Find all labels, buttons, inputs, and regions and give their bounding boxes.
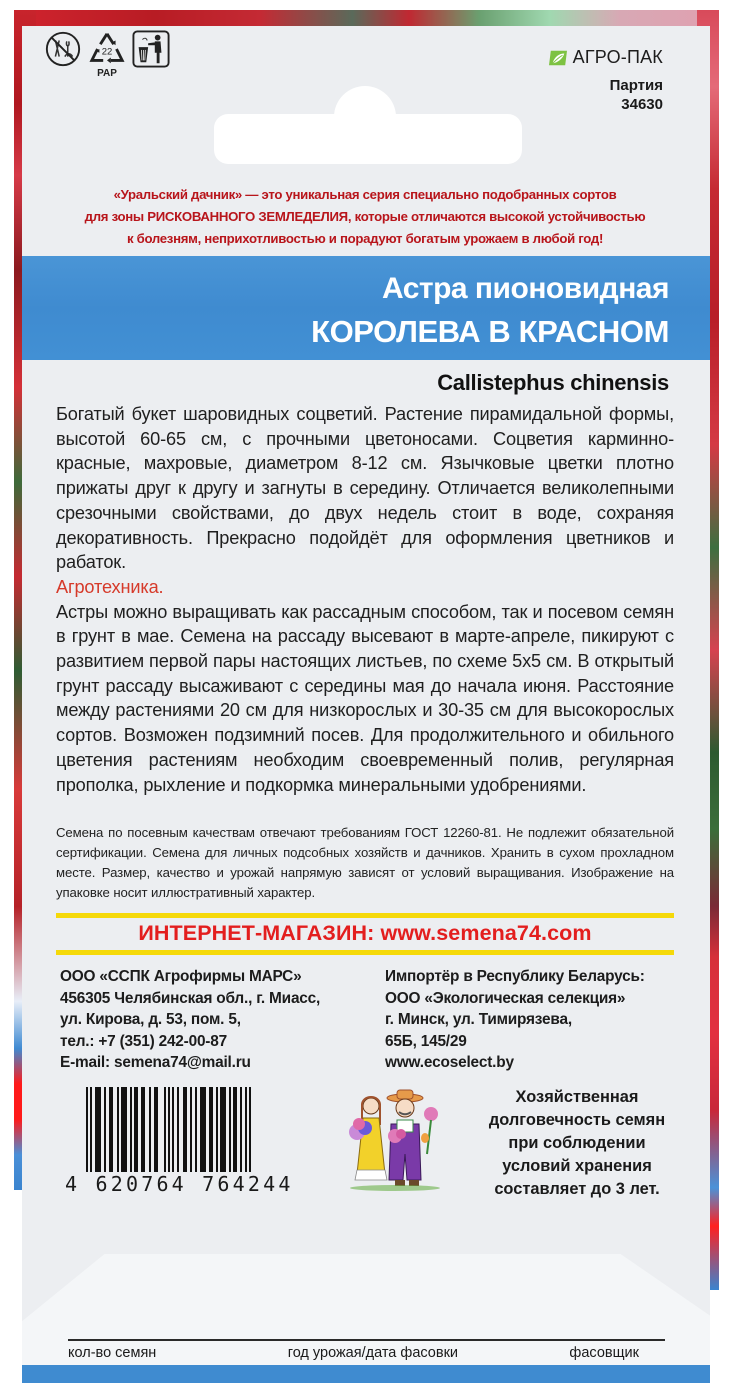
series-line: «Уральский дачник» — это уникальная серия специально подобранных сортов <box>113 187 617 202</box>
shelf-life-line: составляет до 3 лет. <box>494 1180 660 1198</box>
seed-shelf-life <box>470 1086 684 1201</box>
producer-line: 456305 Челябинская обл., г. Миасс, <box>60 989 321 1007</box>
series-line: к болезням, неприхотливостью и порадуют богатым урожаем в любой год! <box>126 231 604 246</box>
bottom-blue-band <box>22 1365 710 1383</box>
importer-address <box>385 966 645 1074</box>
barcode <box>64 1085 274 1185</box>
latin-name: Callistephus chinensis <box>437 370 669 395</box>
importer-line: Импортёр в Республику Беларусь: <box>385 968 645 985</box>
batch-number: 34630 <box>621 96 663 113</box>
shelf-life-line: Хозяйственная <box>515 1088 639 1106</box>
agrotechnics-text: Астры можно выращивать как рассадным способом, так и посевом семян в грунт в мае. Семена на рассаду высевают в марте-апреле, пикируют с развитием первой пары настоящих листьев, по схеме 5х5 см. В открытый грунт рассаду высаживают с середины мая до начала июня. Расстояние между растениями 20 см для низкорослых и 30-35 см для высокорослых сортов. Возможен подзимний посев. Для продолжительного и обильного цветения растениям необходим своевременный полив, регулярная прополка, рыхление и подкормка минеральными удобрениями. <box>56 601 674 795</box>
shop-rule-top <box>56 913 674 918</box>
shelf-life-line: при соблюдении <box>508 1134 646 1152</box>
importer-website: www.ecoselect.by <box>385 1054 514 1072</box>
series-intro <box>40 184 690 250</box>
leaf-icon <box>547 49 569 67</box>
agro-pak-brand <box>547 47 663 68</box>
batch-label: Партия <box>609 77 663 94</box>
farmer-couple-illustration <box>345 1084 445 1194</box>
fill-in-labels <box>68 1345 665 1361</box>
fill-in-line <box>68 1339 665 1341</box>
packer-label: фасовщик <box>569 1345 639 1361</box>
shop-rule-bottom <box>56 950 674 955</box>
barcode-number: 4 620764 764244 <box>65 1172 294 1196</box>
producer-address <box>60 966 320 1074</box>
eco-icons <box>44 30 170 79</box>
series-line: для зоны РИСКОВАННОГО ЗЕМЛЕДЕЛИЯ, которые отличаются высокой устойчивостью <box>84 209 646 224</box>
producer-line: ул. Кирова, д. 53, пом. 5, <box>60 1011 241 1029</box>
legal-text: Семена по посевным качествам отвечают требованиям ГОСТ 12260-81. Не подлежит обязательной сертификации. Семена для личных подсобных хозяйств и дачников. Хранить в сухом прохладном месте. Размер, качество и урожай напрямую зависят от условий выращивания. Изображение на упаковке носит иллюстративный характер. <box>56 825 674 900</box>
importer-line: 65Б, 145/29 <box>385 1032 467 1050</box>
brand-name: АГРО-ПАК <box>572 47 663 67</box>
description-text: Богатый букет шаровидных соцветий. Растение пирамидальной формы, высотой 60-65 см, с прочными цветоносами. Соцветия карминно-красные, махровые, диаметром 8-12 см. Язычковые цветки плотно прижаты друг к другу и загнуты в середину. Отличается великолепными срезочными свойствами, до двух недель стоит в воде, сохраняя декоративность. Прекрасно подойдёт для оформления цветников и рабаток. <box>56 404 674 573</box>
harvest-date-label: год урожая/дата фасовки <box>287 1345 459 1361</box>
pap-label: PAP <box>97 68 117 79</box>
producer-phone: тел.: +7 (351) 242-00-87 <box>60 1032 227 1050</box>
shelf-life-line: долговечность семян <box>488 1111 666 1129</box>
no-food-contact-icon <box>44 30 82 68</box>
importer-line: ООО «Экологическая селекция» <box>385 989 626 1007</box>
recycle-22-pap-icon <box>88 30 126 79</box>
agrotechnics-heading: Агротехника. <box>56 576 164 597</box>
product-title: Астра пионовидная <box>381 272 669 305</box>
online-shop-link[interactable]: ИНТЕРНЕТ-МАГАЗИН: www.semena74.com <box>138 921 592 945</box>
producer-email: E-mail: semena74@mail.ru <box>60 1054 251 1072</box>
tidy-man-trash-icon <box>132 30 170 68</box>
shelf-life-line: условий хранения <box>502 1157 652 1175</box>
importer-line: г. Минск, ул. Тимирязева, <box>385 1011 572 1029</box>
description <box>56 402 674 797</box>
seed-count-label: кол-во семян <box>68 1345 157 1361</box>
variety-name: КОРОЛЕВА В КРАСНОМ <box>311 314 669 349</box>
producer-line: ООО «ССПК Агрофирмы МАРС» <box>60 968 302 985</box>
svg-text:22: 22 <box>101 46 113 58</box>
batch-info <box>610 76 663 114</box>
recycle-triangle-icon <box>88 30 126 68</box>
